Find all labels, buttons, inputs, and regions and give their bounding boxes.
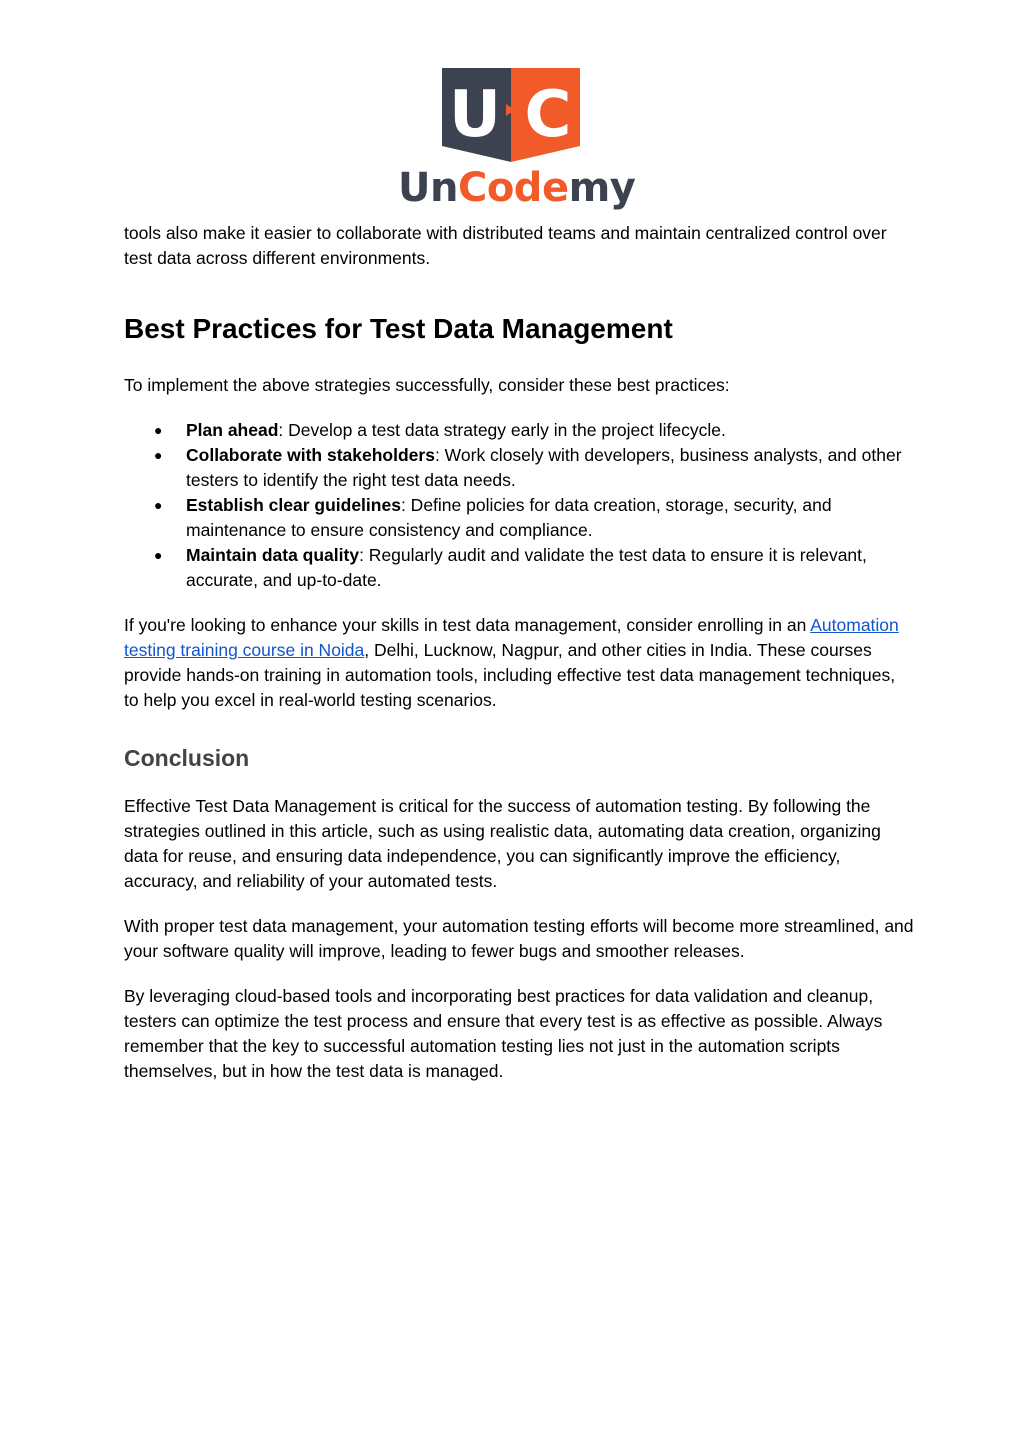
uncodemy-logo-mark [442,66,580,162]
list-item [124,443,914,493]
bullet-icon: ● [154,422,163,438]
list-item [124,543,914,593]
logo-letter-c: C [524,78,572,152]
training-paragraph [124,613,914,713]
list-item-title: Establish clear guidelines [186,495,401,515]
logo-letter-u: U [449,78,501,152]
uncodemy-logo [398,66,636,212]
bullet-icon: ● [154,447,163,463]
best-practices-list [124,418,914,593]
best-practices-lead: To implement the above strategies successfully, consider these best practices: [124,375,730,395]
training-text-after: , Delhi, Lucknow, Nagpur, and other cities in India. These courses provide hands-on training in automation tools, including effective test data management techniques, to help you excel in real-world testing scenarios. [124,640,896,710]
intro-continuation-paragraph: tools also make it easier to collaborate with distributed teams and maintain centralized control over test data across different environments. [124,223,887,268]
best-practices-heading: Best Practices for Test Data Management [124,313,673,344]
list-item-text: : Define policies for data creation, storage, security, and maintenance to ensure consistency and compliance. [186,495,832,540]
wordmark-part-code: Code [457,165,569,211]
list-item-title: Collaborate with stakeholders [186,445,435,465]
training-text-before: If you're looking to enhance your skills in test data management, consider enrolling in an [124,615,811,635]
document-body [124,221,914,1084]
uncodemy-wordmark [398,164,636,212]
conclusion-paragraph: By leveraging cloud-based tools and incorporating best practices for data validation and cleanup, testers can optimize the test process and ensure that every test is as effective as possible. Always remember that the key to successful automation testing lies not just in the automation scripts themselves, but in how the test data is managed. [124,986,883,1081]
bullet-icon: ● [154,547,163,563]
automation-training-link[interactable]: Automation testing training course in Noida [124,615,899,660]
wordmark-part-my: my [568,165,636,211]
list-item-text: : Regularly audit and validate the test data to ensure it is relevant, accurate, and up-to-date. [186,545,867,590]
list-item-title: Maintain data quality [186,545,360,565]
list-item-title: Plan ahead [186,420,279,440]
conclusion-paragraph: With proper test data management, your automation testing efforts will become more streamlined, and your software quality will improve, leading to fewer bugs and smoother releases. [124,916,914,961]
wordmark-part-un: Un [398,165,458,211]
bullet-icon: ● [154,497,163,513]
conclusion-heading: Conclusion [124,745,250,771]
list-item [124,493,914,543]
list-item-text: : Develop a test data strategy early in the project lifecycle. [278,420,726,440]
list-item-text: : Work closely with developers, business analysts, and other testers to identify the right test data needs. [186,445,902,490]
conclusion-paragraph: Effective Test Data Management is critical for the success of automation testing. By following the strategies outlined in this article, such as using realistic data, automating data creation, organizing data for reuse, and ensuring data independence, you can significantly improve the efficiency, accuracy, and reliability of your automated tests. [124,796,881,891]
list-item [124,418,914,443]
